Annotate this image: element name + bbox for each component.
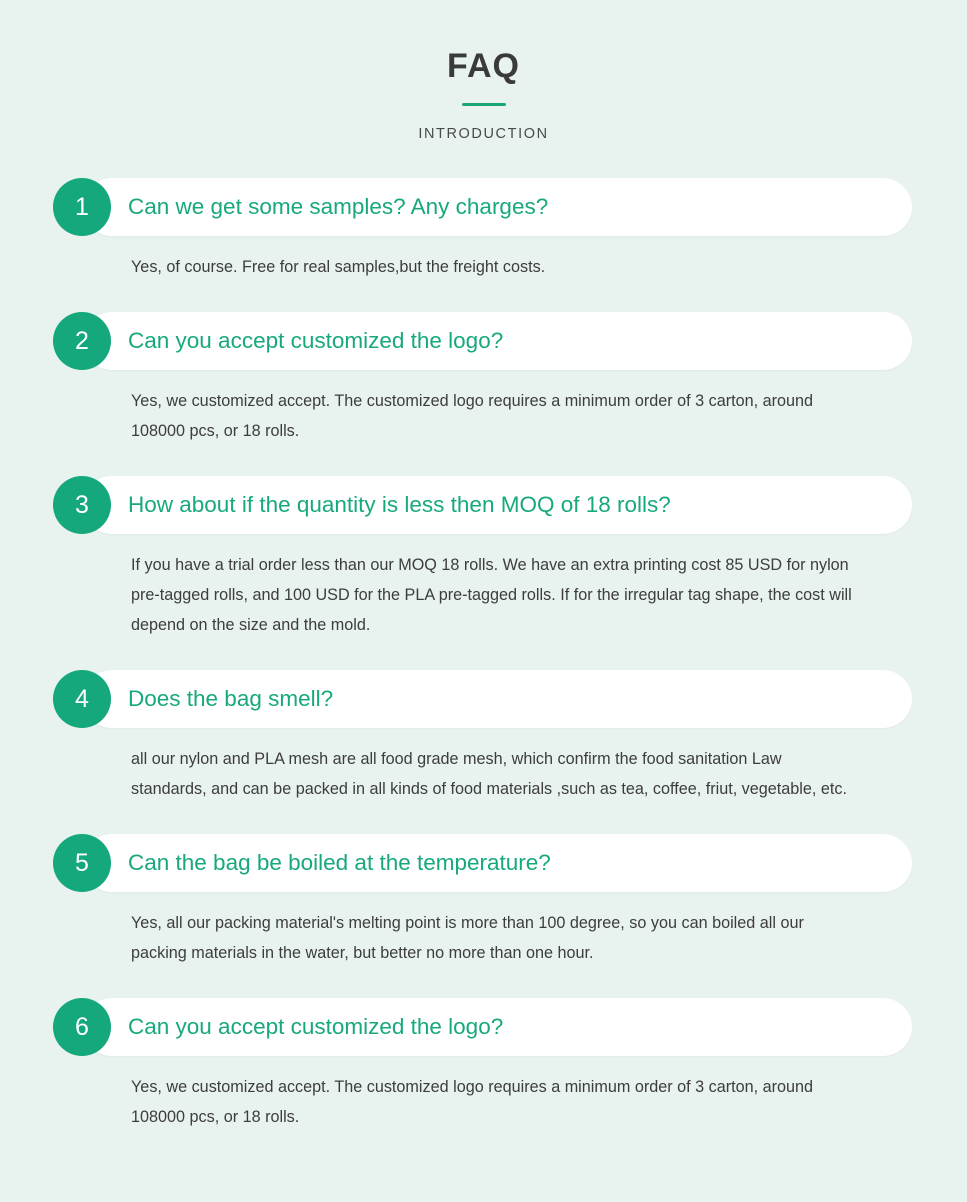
page-title: FAQ <box>447 47 520 85</box>
faq-answer-text: Yes, we customized accept. The customized logo requires a minimum order of 3 carton, around 108000 pcs, or 18 rolls. <box>131 392 814 441</box>
faq-item <box>0 834 967 968</box>
faq-question-row[interactable] <box>53 834 912 892</box>
faq-question-row[interactable] <box>53 312 912 370</box>
faq-item <box>0 476 967 640</box>
faq-number-badge: 6 <box>53 998 111 1056</box>
faq-item <box>0 178 967 282</box>
faq-question-text: Can we get some samples? Any charges? <box>128 194 549 220</box>
faq-number-badge: 1 <box>53 178 111 236</box>
faq-question-text: Does the bag smell? <box>128 686 334 712</box>
faq-number-badge: 2 <box>53 312 111 370</box>
faq-question-text: Can you accept customized the logo? <box>128 328 504 354</box>
faq-question-row[interactable] <box>53 670 912 728</box>
faq-question-row[interactable] <box>53 998 912 1056</box>
title-divider <box>462 103 506 106</box>
faq-question-text: Can you accept customized the logo? <box>128 1014 504 1040</box>
faq-number-badge: 3 <box>53 476 111 534</box>
faq-question-row[interactable] <box>53 178 912 236</box>
faq-question-row[interactable] <box>53 476 912 534</box>
faq-item <box>0 670 967 804</box>
faq-number-badge: 5 <box>53 834 111 892</box>
faq-item <box>0 998 967 1132</box>
faq-item <box>0 312 967 446</box>
faq-answer-text: Yes, we customized accept. The customized logo requires a minimum order of 3 carton, around 108000 pcs, or 18 rolls. <box>131 1078 814 1127</box>
page-subtitle: INTRODUCTION <box>418 126 549 143</box>
faq-question-text: Can the bag be boiled at the temperature? <box>128 850 551 876</box>
faq-list <box>0 178 967 1132</box>
faq-answer-text: all our nylon and PLA mesh are all food grade mesh, which confirm the food sanitation Law standards, and can be packed in all kinds of food materials ,such as tea, coffee, friut, vegetable, etc. <box>131 750 847 799</box>
faq-answer-text: Yes, all our packing material's melting point is more than 100 degree, so you can boiled all our packing materials in the water, but better no more than one hour. <box>131 914 804 963</box>
faq-number-badge: 4 <box>53 670 111 728</box>
faq-answer-text: If you have a trial order less than our MOQ 18 rolls. We have an extra printing cost 85 USD for nylon pre-tagged rolls, and 100 USD for the PLA pre-tagged rolls. If for the irregular tag shape, the cost will depend on the size and the mold. <box>131 556 852 635</box>
faq-question-text: How about if the quantity is less then MOQ of 18 rolls? <box>128 492 671 518</box>
page-header <box>0 40 967 142</box>
faq-answer-text: Yes, of course. Free for real samples,but the freight costs. <box>131 258 546 277</box>
